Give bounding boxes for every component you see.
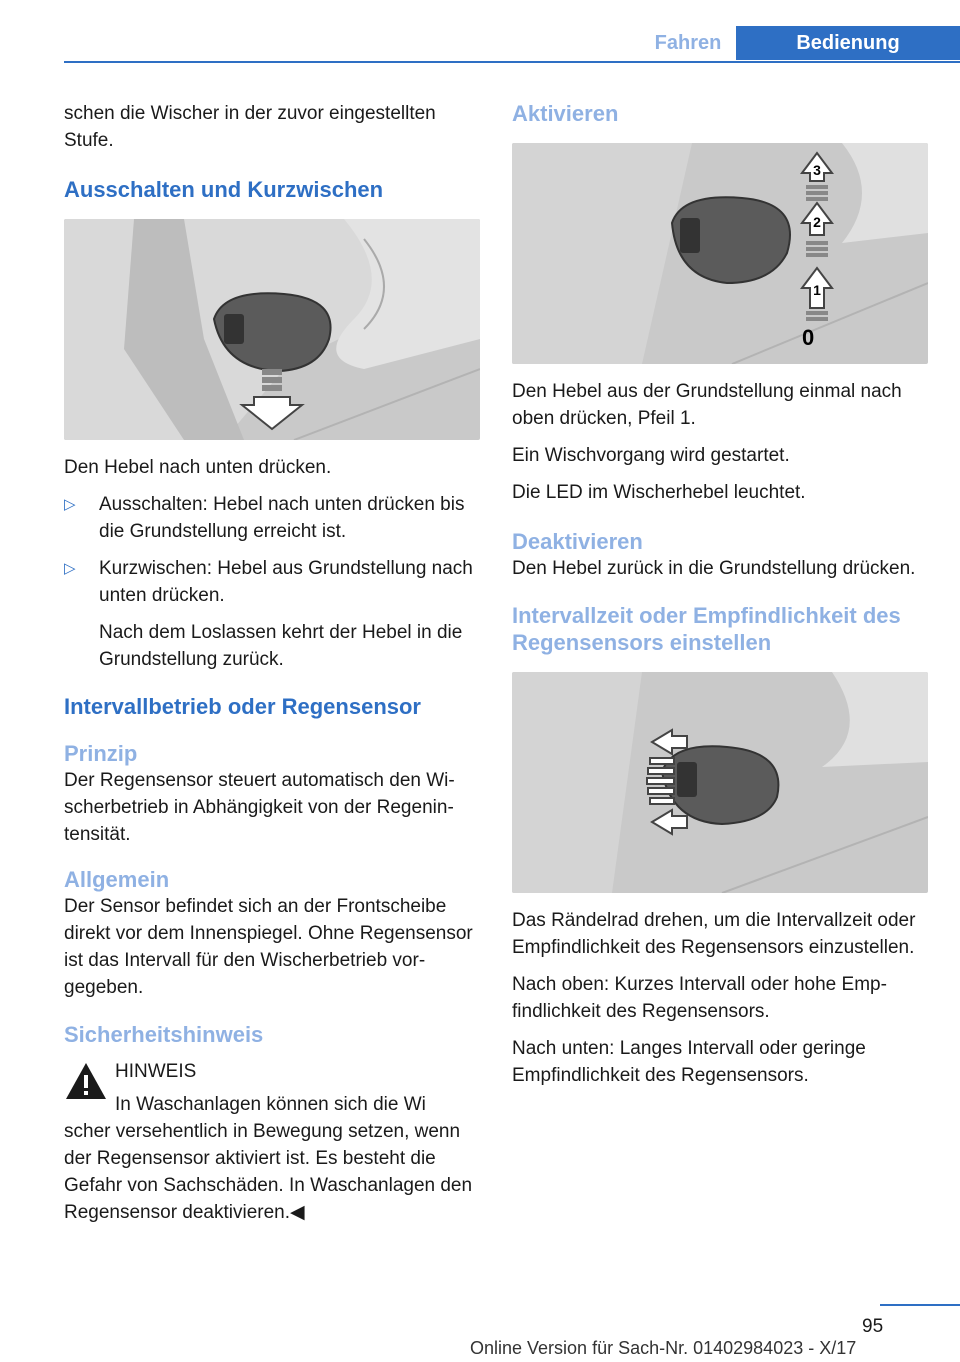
ausschalten-list: [64, 491, 480, 673]
warning-triangle-icon: [64, 1061, 108, 1101]
intro-text: schen die Wischer in der zuvor eingestellten Stufe.: [64, 103, 436, 151]
heading-deaktivieren: Deaktivieren: [512, 529, 643, 554]
warning-text-first: In Waschanlagen können sich die Wi: [115, 1094, 426, 1115]
heading-intervallbetrieb: Intervallbetrieb oder Regensensor: [64, 694, 421, 719]
aktivieren-text-3: Die LED im Wischerhebel leuchtet.: [512, 482, 806, 503]
heading-sicherheitshinweis: Sicherheitshinweis: [64, 1022, 264, 1047]
lever-down-illustration: [64, 219, 480, 440]
heading-prinzip: Prinzip: [64, 741, 138, 766]
tab-bedienung[interactable]: Bedienung: [736, 26, 960, 60]
right-column: [512, 100, 928, 1099]
thumbwheel-illustration: [512, 672, 928, 893]
heading-intervallzeit: Intervallzeit oder Empfindlichkeit des Regensensors einstellen: [512, 603, 901, 655]
intervallzeit-text-1: Das Rändelrad drehen, um die Intervallzeit oder Empfindlichkeit des Regensensors einzustellen.: [512, 910, 916, 958]
list-item: ▷ Kurzwischen: Hebel aus Grundstellung nach unten drücken. Nach dem Loslassen kehrt der Hebel in die Grundstellung zurück.: [64, 555, 480, 673]
heading-ausschalten: Ausschalten und Kurzwischen: [64, 177, 384, 202]
bullet-note: Nach dem Loslassen kehrt der Hebel in die Grundstellung zurück.: [99, 622, 463, 670]
warning-box: [64, 1058, 480, 1226]
header-rule: [64, 61, 960, 63]
bullet-arrow-icon: ▷: [64, 560, 76, 577]
figure-lever-down: [64, 219, 480, 440]
list-item: ▷ Ausschalten: Hebel nach unten drücken bis die Grundstellung erreicht ist.: [64, 491, 480, 545]
prinzip-text: Der Regensensor steuert automatisch den Wischerbetrieb in Abhängigkeit von der Regenintensität.: [64, 770, 455, 845]
figure-thumbwheel: [512, 672, 928, 893]
intervallzeit-text-2: Nach oben: Kurzes Intervall oder hohe Empfindlichkeit des Regensensors.: [512, 974, 887, 1022]
figure-lever-up: [512, 143, 928, 364]
page-number: 95: [862, 1316, 884, 1337]
footer-rule: [880, 1304, 960, 1306]
warning-text: scher versehentlich in Bewegung setzen, wenn der Regensensor aktiviert ist. Es besteht die Gefahr von Sachschäden. In Waschanlagen den Regensensor deaktivieren.◀: [64, 1121, 473, 1223]
bullet-arrow-icon: ▷: [64, 496, 76, 513]
lever-up-illustration: [512, 143, 928, 364]
arrow-label-3: 3: [813, 162, 821, 178]
caption-lever-down: Den Hebel nach unten drücken.: [64, 457, 332, 478]
aktivieren-text-1: Den Hebel aus der Grundstellung einmal nach oben drücken, Pfeil 1.: [512, 381, 902, 429]
chapter-tabs: [640, 26, 960, 62]
aktivieren-text-2: Ein Wischvorgang wird gestartet.: [512, 445, 790, 466]
deaktivieren-text: Den Hebel zurück in die Grundstellung drücken.: [512, 558, 916, 579]
warning-title: HINWEIS: [115, 1061, 197, 1082]
arrow-label-2: 2: [813, 214, 821, 230]
position-label-0: 0: [802, 325, 815, 350]
arrow-label-1: 1: [813, 282, 821, 298]
intervallzeit-text-3: Nach unten: Langes Intervall oder geringe Empfindlichkeit des Regensensors.: [512, 1038, 866, 1086]
heading-aktivieren: Aktivieren: [512, 101, 619, 126]
tab-fahren[interactable]: Fahren: [640, 26, 736, 60]
left-column: [64, 100, 480, 1236]
heading-allgemein: Allgemein: [64, 867, 170, 892]
online-version-note: Online Version für Sach-Nr. 01402984023 - X/17: [470, 1338, 857, 1358]
allgemein-text: Der Sensor befindet sich an der Frontscheibe direkt vor dem Innenspiegel. Ohne Regensensor ist das Intervall für den Wischerbetrieb vorgegeben.: [64, 896, 473, 998]
